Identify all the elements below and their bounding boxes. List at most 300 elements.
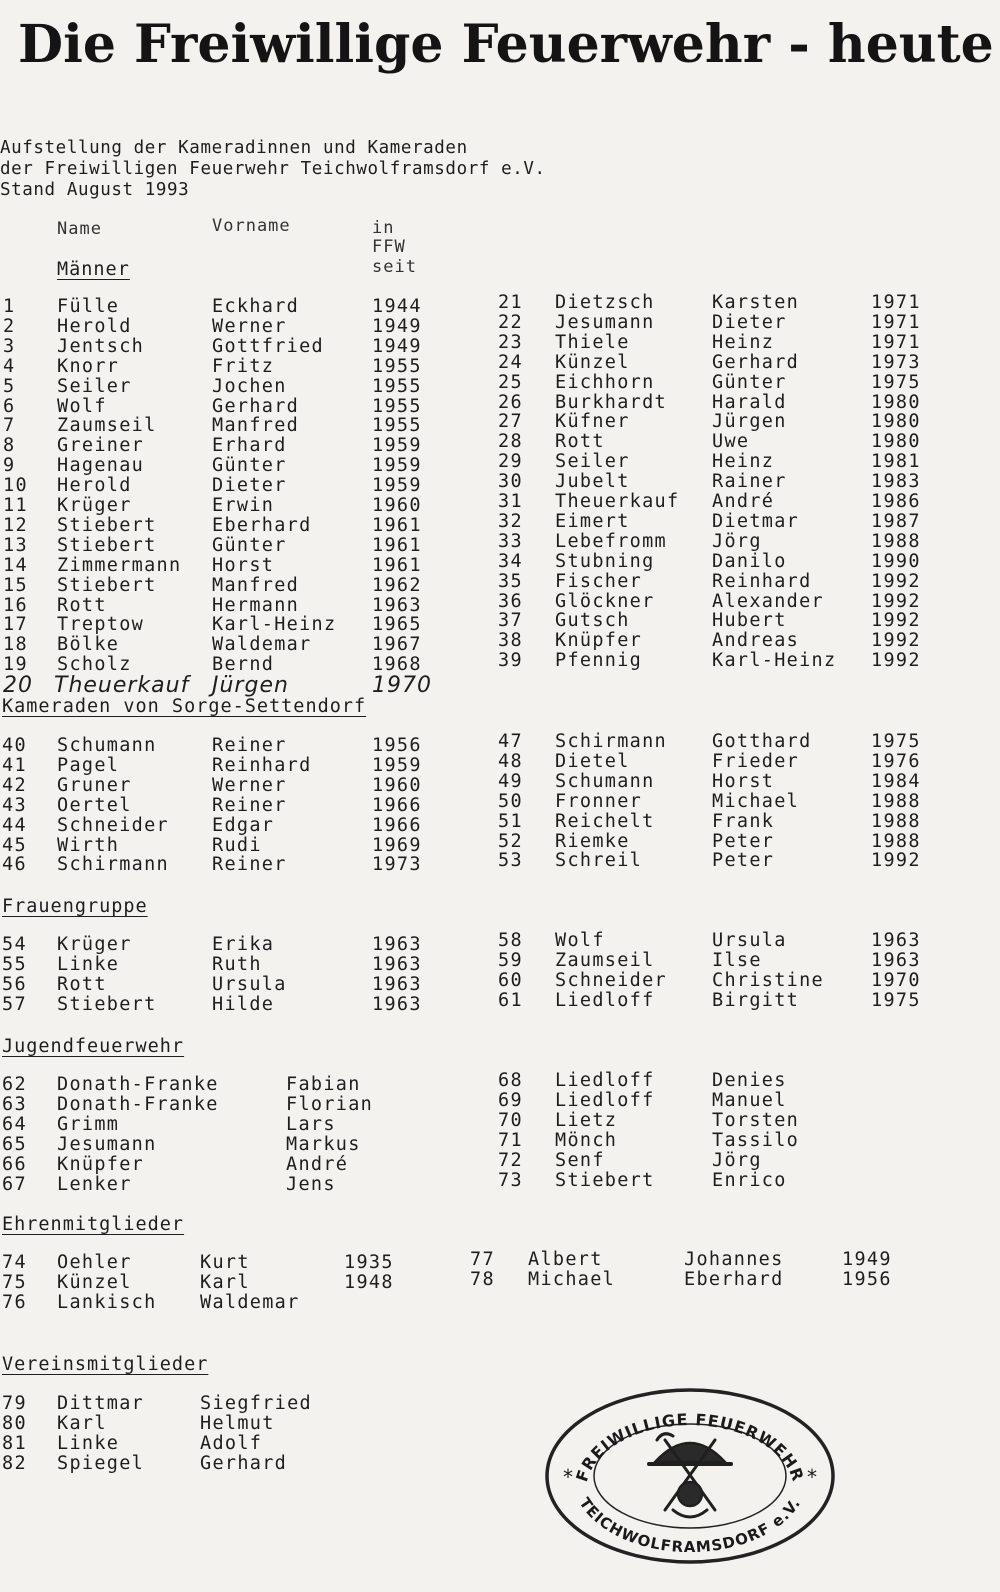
member-year: 1960 xyxy=(372,774,422,796)
member-nr: 16 xyxy=(3,594,28,616)
member-year: 1956 xyxy=(842,1269,892,1290)
member-year: 1988 xyxy=(871,790,921,812)
member-year: 1969 xyxy=(372,834,422,856)
member-year: 1987 xyxy=(871,510,921,532)
member-year: 1961 xyxy=(372,514,422,536)
member-nr: 45 xyxy=(2,834,27,856)
member-name: Thiele xyxy=(555,331,630,353)
member-vorname: Karl-Heinz xyxy=(712,650,837,672)
stamp-emblem-icon xyxy=(649,1434,731,1517)
member-year: 1966 xyxy=(372,814,422,836)
member-nr: 62 xyxy=(2,1074,27,1095)
member-name: Schirmann xyxy=(57,854,169,876)
member-vorname: Michael xyxy=(712,790,800,812)
member-vorname: Johannes xyxy=(684,1249,784,1270)
member-vorname: Reiner xyxy=(212,854,287,876)
member-name: Wolf xyxy=(57,395,107,417)
member-year: 1963 xyxy=(372,594,422,616)
member-name: Michael xyxy=(528,1269,616,1290)
member-vorname: Harald xyxy=(712,391,787,413)
member-vorname: Heinz xyxy=(712,331,775,353)
member-name: Albert xyxy=(528,1249,603,1270)
member-vorname: Frieder xyxy=(712,750,800,772)
member-nr: 33 xyxy=(498,530,523,552)
member-nr: 39 xyxy=(498,650,523,672)
intro-line-2: der Freiwilligen Feuerwehr Teichwolframsdorf e.V. xyxy=(0,159,546,179)
member-name: Riemke xyxy=(555,830,630,852)
member-name: Fischer xyxy=(555,570,643,592)
member-year: 1966 xyxy=(372,794,422,816)
member-vorname: Hilde xyxy=(212,994,275,1015)
member-year: 1944 xyxy=(372,296,422,317)
member-vorname: Eberhard xyxy=(212,514,312,536)
member-name: Reichelt xyxy=(555,810,655,832)
member-year: 1949 xyxy=(842,1249,892,1270)
member-vorname: Werner xyxy=(212,315,287,337)
member-nr: 35 xyxy=(498,570,523,592)
member-nr: 10 xyxy=(3,475,28,497)
member-name: Liedloff xyxy=(555,1070,655,1091)
member-name: Schumann xyxy=(57,735,157,756)
member-name: Lebefromm xyxy=(555,530,667,552)
member-vorname: Erhard xyxy=(212,435,287,457)
member-name: Knorr xyxy=(57,355,120,377)
member-vorname: André xyxy=(712,491,775,512)
member-nr: 23 xyxy=(498,331,523,353)
member-vorname: André xyxy=(286,1154,349,1175)
member-year: 1955 xyxy=(372,355,422,377)
member-nr: 52 xyxy=(498,830,523,852)
fire-brigade-stamp xyxy=(545,1384,835,1564)
member-nr: 22 xyxy=(498,311,523,333)
member-nr: 80 xyxy=(2,1413,27,1434)
member-nr: 71 xyxy=(498,1130,523,1151)
member-nr: 12 xyxy=(3,514,28,536)
member-vorname: Jochen xyxy=(212,375,287,397)
member-vorname: Jörg xyxy=(712,530,762,552)
member-name: Pfennig xyxy=(555,650,643,672)
member-year: 1965 xyxy=(372,614,422,636)
member-year: 1971 xyxy=(871,292,921,313)
member-nr: 2 xyxy=(3,315,16,337)
member-name: Herold xyxy=(57,475,132,497)
member-name: Stiebert xyxy=(57,994,157,1015)
member-nr: 66 xyxy=(2,1154,27,1175)
member-nr: 58 xyxy=(498,930,523,951)
member-name: Lietz xyxy=(555,1110,618,1131)
member-nr: 37 xyxy=(498,610,523,632)
member-year: 1992 xyxy=(871,850,921,872)
member-vorname: Peter xyxy=(712,850,775,872)
member-year: 1990 xyxy=(871,550,921,572)
member-vorname: Günter xyxy=(712,371,787,393)
member-name: Jesumann xyxy=(57,1134,157,1155)
member-vorname: Denies xyxy=(712,1070,787,1091)
member-vorname: Siegfried xyxy=(200,1393,312,1414)
member-nr: 36 xyxy=(498,590,523,612)
member-name: Schreil xyxy=(555,850,643,872)
member-name: Zaumseil xyxy=(57,415,157,437)
member-name: Hagenau xyxy=(57,455,145,477)
section-maenner: Männer xyxy=(57,259,130,280)
section-jugendfeuerwehr: Jugendfeuerwehr xyxy=(2,1036,185,1057)
member-nr: 43 xyxy=(2,794,27,816)
member-nr: 78 xyxy=(470,1269,495,1290)
member-name: Jentsch xyxy=(57,335,145,357)
member-vorname: Karsten xyxy=(712,292,800,313)
intro-line-1: Aufstellung der Kameradinnen und Kameraden xyxy=(0,138,468,158)
member-year: 1975 xyxy=(871,731,921,752)
member-name: Oertel xyxy=(57,794,132,816)
member-nr: 29 xyxy=(498,451,523,473)
member-name: Wolf xyxy=(555,930,605,951)
member-year: 1961 xyxy=(372,554,422,576)
member-nr: 59 xyxy=(498,950,523,971)
member-vorname: Reiner xyxy=(212,794,287,816)
stamp-bottom-text: TEICHWOLFRAMSDORF e.V. xyxy=(575,1494,805,1557)
member-year: 1959 xyxy=(372,475,422,497)
page-title: Die Freiwillige Feuerwehr - heute xyxy=(18,14,994,75)
member-year: 1988 xyxy=(871,530,921,552)
member-year: 1963 xyxy=(372,974,422,995)
member-nr: 46 xyxy=(2,854,27,876)
member-nr: 68 xyxy=(498,1070,523,1091)
member-vorname: Enrico xyxy=(712,1170,787,1191)
stamp-star-right-icon: * xyxy=(807,1465,817,1489)
member-vorname: Eberhard xyxy=(684,1269,784,1290)
member-year: 1988 xyxy=(871,830,921,852)
header-name: Name xyxy=(57,219,102,239)
member-name: Schirmann xyxy=(555,731,667,752)
member-name: Jubelt xyxy=(555,471,630,493)
member-year: 1948 xyxy=(344,1272,394,1293)
member-year: 1973 xyxy=(372,854,422,876)
member-vorname: Heinz xyxy=(712,451,775,473)
member-year: 1949 xyxy=(372,315,422,337)
member-year: 1975 xyxy=(871,990,921,1011)
member-vorname: Reiner xyxy=(212,735,287,756)
member-name: Knüpfer xyxy=(57,1154,145,1175)
member-nr: 44 xyxy=(2,814,27,836)
member-name: Oehler xyxy=(57,1252,132,1273)
member-vorname: Florian xyxy=(286,1094,374,1115)
member-nr: 76 xyxy=(2,1292,27,1313)
member-vorname: Dietmar xyxy=(712,510,800,532)
hand-vorname: Jürgen xyxy=(212,673,289,698)
member-vorname: Günter xyxy=(212,534,287,556)
member-nr: 18 xyxy=(3,634,28,656)
member-vorname: Günter xyxy=(212,455,287,477)
header-ffw-2: FFW xyxy=(372,237,406,257)
member-vorname: Dieter xyxy=(712,311,787,333)
member-vorname: Christine xyxy=(712,970,824,991)
member-name: Mönch xyxy=(555,1130,618,1151)
member-name: Dietel xyxy=(555,750,630,772)
member-nr: 3 xyxy=(3,335,16,357)
member-name: Lenker xyxy=(57,1174,132,1195)
member-name: Donath-Franke xyxy=(57,1094,219,1115)
member-name: Wirth xyxy=(57,834,120,856)
member-year: 1961 xyxy=(372,534,422,556)
member-year: 1963 xyxy=(871,950,921,971)
member-year: 1963 xyxy=(372,954,422,975)
member-nr: 51 xyxy=(498,810,523,832)
member-vorname: Karl-Heinz xyxy=(212,614,337,636)
member-name: Senf xyxy=(555,1150,605,1171)
member-name: Krüger xyxy=(57,495,132,516)
member-name: Gutsch xyxy=(555,610,630,632)
member-year: 1949 xyxy=(372,335,422,357)
member-name: Dietzsch xyxy=(555,292,655,313)
member-nr: 28 xyxy=(498,431,523,453)
member-name: Jesumann xyxy=(555,311,655,333)
member-vorname: Fabian xyxy=(286,1074,361,1095)
member-name: Zaumseil xyxy=(555,950,655,971)
intro-text xyxy=(0,138,546,201)
member-nr: 38 xyxy=(498,630,523,652)
header-ffw-3: seit xyxy=(372,257,417,277)
member-year: 1980 xyxy=(871,431,921,453)
member-year: 1988 xyxy=(871,810,921,832)
member-year: 1971 xyxy=(871,331,921,353)
member-vorname: Uwe xyxy=(712,431,750,453)
member-vorname: Werner xyxy=(212,774,287,796)
member-name: Stiebert xyxy=(57,574,157,596)
member-nr: 81 xyxy=(2,1433,27,1454)
member-vorname: Fritz xyxy=(212,355,275,377)
member-name: Donath-Franke xyxy=(57,1074,219,1095)
member-year: 1960 xyxy=(372,495,422,516)
member-year: 1986 xyxy=(871,491,921,512)
member-nr: 32 xyxy=(498,510,523,532)
member-nr: 40 xyxy=(2,735,27,756)
member-vorname: Andreas xyxy=(712,630,800,652)
member-nr: 48 xyxy=(498,750,523,772)
member-vorname: Dieter xyxy=(212,475,287,497)
member-name: Stiebert xyxy=(57,514,157,536)
stamp-top-text: FREIWILLIGE FEUERWEHR xyxy=(572,1410,808,1485)
member-nr: 1 xyxy=(3,296,16,317)
member-nr: 5 xyxy=(3,375,16,397)
member-nr: 11 xyxy=(3,495,28,516)
member-year: 1992 xyxy=(871,650,921,672)
member-year: 1955 xyxy=(372,395,422,417)
member-year: 1992 xyxy=(871,610,921,632)
member-nr: 63 xyxy=(2,1094,27,1115)
member-vorname: Hubert xyxy=(712,610,787,632)
member-name: Küfner xyxy=(555,411,630,433)
member-year: 1955 xyxy=(372,375,422,397)
member-nr: 6 xyxy=(3,395,16,417)
member-name: Fülle xyxy=(57,296,120,317)
member-nr: 34 xyxy=(498,550,523,572)
member-name: Fronner xyxy=(555,790,643,812)
member-vorname: Waldemar xyxy=(212,634,312,656)
member-nr: 42 xyxy=(2,774,27,796)
member-nr: 50 xyxy=(498,790,523,812)
member-year: 1971 xyxy=(871,311,921,333)
member-vorname: Gottfried xyxy=(212,335,324,357)
member-nr: 31 xyxy=(498,491,523,512)
member-name: Rott xyxy=(57,974,107,995)
member-vorname: Frank xyxy=(712,810,775,832)
member-vorname: Birgitt xyxy=(712,990,800,1011)
member-vorname: Jens xyxy=(286,1174,336,1195)
member-vorname: Ursula xyxy=(212,974,287,995)
member-year: 1967 xyxy=(372,634,422,656)
member-name: Glöckner xyxy=(555,590,655,612)
header-vorname: Vorname xyxy=(212,216,291,236)
hand-name: Theuerkauf xyxy=(54,673,190,698)
stamp-star-left-icon: * xyxy=(563,1465,573,1489)
member-nr: 64 xyxy=(2,1114,27,1135)
section-frauengruppe: Frauengruppe xyxy=(2,896,148,917)
member-name: Herold xyxy=(57,315,132,337)
member-name: Zimmermann xyxy=(57,554,182,576)
member-nr: 26 xyxy=(498,391,523,413)
member-vorname: Eckhard xyxy=(212,296,300,317)
member-name: Künzel xyxy=(555,351,630,373)
member-vorname: Gotthard xyxy=(712,731,812,752)
member-nr: 67 xyxy=(2,1174,27,1195)
member-name: Grimm xyxy=(57,1114,120,1135)
member-nr: 65 xyxy=(2,1134,27,1155)
section-ehrenmitglieder: Ehrenmitglieder xyxy=(2,1214,185,1235)
member-name: Scholz xyxy=(57,654,132,676)
member-year: 1983 xyxy=(871,471,921,493)
member-name: Rott xyxy=(57,594,107,616)
member-nr: 70 xyxy=(498,1110,523,1131)
member-vorname: Jörg xyxy=(712,1150,762,1171)
member-vorname: Peter xyxy=(712,830,775,852)
member-name: Schneider xyxy=(555,970,667,991)
member-year: 1992 xyxy=(871,590,921,612)
member-year: 1984 xyxy=(871,770,921,792)
member-nr: 57 xyxy=(2,994,27,1015)
member-year: 1970 xyxy=(871,970,921,991)
member-nr: 27 xyxy=(498,411,523,433)
member-nr: 54 xyxy=(2,934,27,955)
member-vorname: Markus xyxy=(286,1134,361,1155)
member-nr: 49 xyxy=(498,770,523,792)
member-nr: 4 xyxy=(3,355,16,377)
member-year: 1973 xyxy=(871,351,921,373)
member-vorname: Manfred xyxy=(212,574,300,596)
member-nr: 25 xyxy=(498,371,523,393)
member-vorname: Ursula xyxy=(712,930,787,951)
member-vorname: Erika xyxy=(212,934,275,955)
member-year: 1962 xyxy=(372,574,422,596)
member-name: Knüpfer xyxy=(555,630,643,652)
member-vorname: Rudi xyxy=(212,834,262,856)
section-sorge-settendorf: Kameraden von Sorge-Settendorf xyxy=(2,696,367,717)
member-name: Stiebert xyxy=(555,1170,655,1191)
member-name: Pagel xyxy=(57,754,120,776)
member-vorname: Manfred xyxy=(212,415,300,437)
member-nr: 14 xyxy=(3,554,28,576)
member-name: Karl xyxy=(57,1413,107,1434)
member-name: Rott xyxy=(555,431,605,453)
member-nr: 74 xyxy=(2,1252,27,1273)
member-nr: 60 xyxy=(498,970,523,991)
member-year: 1955 xyxy=(372,415,422,437)
member-nr: 77 xyxy=(470,1249,495,1270)
member-vorname: Gerhard xyxy=(712,351,800,373)
member-vorname: Danilo xyxy=(712,550,787,572)
member-name: Greiner xyxy=(57,435,145,457)
member-year: 1976 xyxy=(871,750,921,772)
member-nr: 41 xyxy=(2,754,27,776)
member-name: Theuerkauf xyxy=(555,491,680,512)
hand-year: 1970 xyxy=(372,673,432,698)
member-name: Seiler xyxy=(555,451,630,473)
member-name: Dittmar xyxy=(57,1393,145,1414)
member-vorname: Reinhard xyxy=(212,754,312,776)
member-name: Linke xyxy=(57,954,120,975)
member-vorname: Karl xyxy=(200,1272,250,1293)
member-vorname: Tassilo xyxy=(712,1130,800,1151)
member-year: 1981 xyxy=(871,451,921,473)
member-year: 1975 xyxy=(871,371,921,393)
member-name: Krüger xyxy=(57,934,132,955)
member-year: 1959 xyxy=(372,455,422,477)
member-year: 1992 xyxy=(871,570,921,592)
member-vorname: Ruth xyxy=(212,954,262,975)
member-nr: 15 xyxy=(3,574,28,596)
member-name: Burkhardt xyxy=(555,391,667,413)
member-name: Treptow xyxy=(57,614,145,636)
member-year: 1963 xyxy=(871,930,921,951)
member-nr: 56 xyxy=(2,974,27,995)
member-vorname: Horst xyxy=(212,554,275,576)
member-vorname: Torsten xyxy=(712,1110,800,1131)
member-name: Schumann xyxy=(555,770,655,792)
member-year: 1980 xyxy=(871,391,921,413)
member-nr: 82 xyxy=(2,1453,27,1474)
member-year: 1963 xyxy=(372,934,422,955)
member-nr: 19 xyxy=(3,654,28,676)
member-nr: 55 xyxy=(2,954,27,975)
member-year: 1959 xyxy=(372,435,422,457)
member-vorname: Adolf xyxy=(200,1433,263,1454)
member-year: 1968 xyxy=(372,654,422,676)
member-vorname: Horst xyxy=(712,770,775,792)
member-nr: 73 xyxy=(498,1170,523,1191)
member-name: Stubning xyxy=(555,550,655,572)
member-nr: 79 xyxy=(2,1393,27,1414)
member-year: 1980 xyxy=(871,411,921,433)
member-vorname: Bernd xyxy=(212,654,275,676)
member-vorname: Kurt xyxy=(200,1252,250,1273)
member-name: Liedloff xyxy=(555,1090,655,1111)
intro-line-3: Stand August 1993 xyxy=(0,180,190,200)
member-nr: 24 xyxy=(498,351,523,373)
member-vorname: Hermann xyxy=(212,594,300,616)
member-nr: 8 xyxy=(3,435,16,457)
member-name: Schneider xyxy=(57,814,169,836)
member-vorname: Reinhard xyxy=(712,570,812,592)
member-name: Stiebert xyxy=(57,534,157,556)
member-year: 1959 xyxy=(372,754,422,776)
member-vorname: Gerhard xyxy=(212,395,300,417)
member-vorname: Erwin xyxy=(212,495,275,516)
member-year: 1992 xyxy=(871,630,921,652)
member-vorname: Manuel xyxy=(712,1090,787,1111)
member-year: 1956 xyxy=(372,735,422,756)
member-vorname: Helmut xyxy=(200,1413,275,1434)
member-name: Gruner xyxy=(57,774,132,796)
member-vorname: Waldemar xyxy=(200,1292,300,1313)
